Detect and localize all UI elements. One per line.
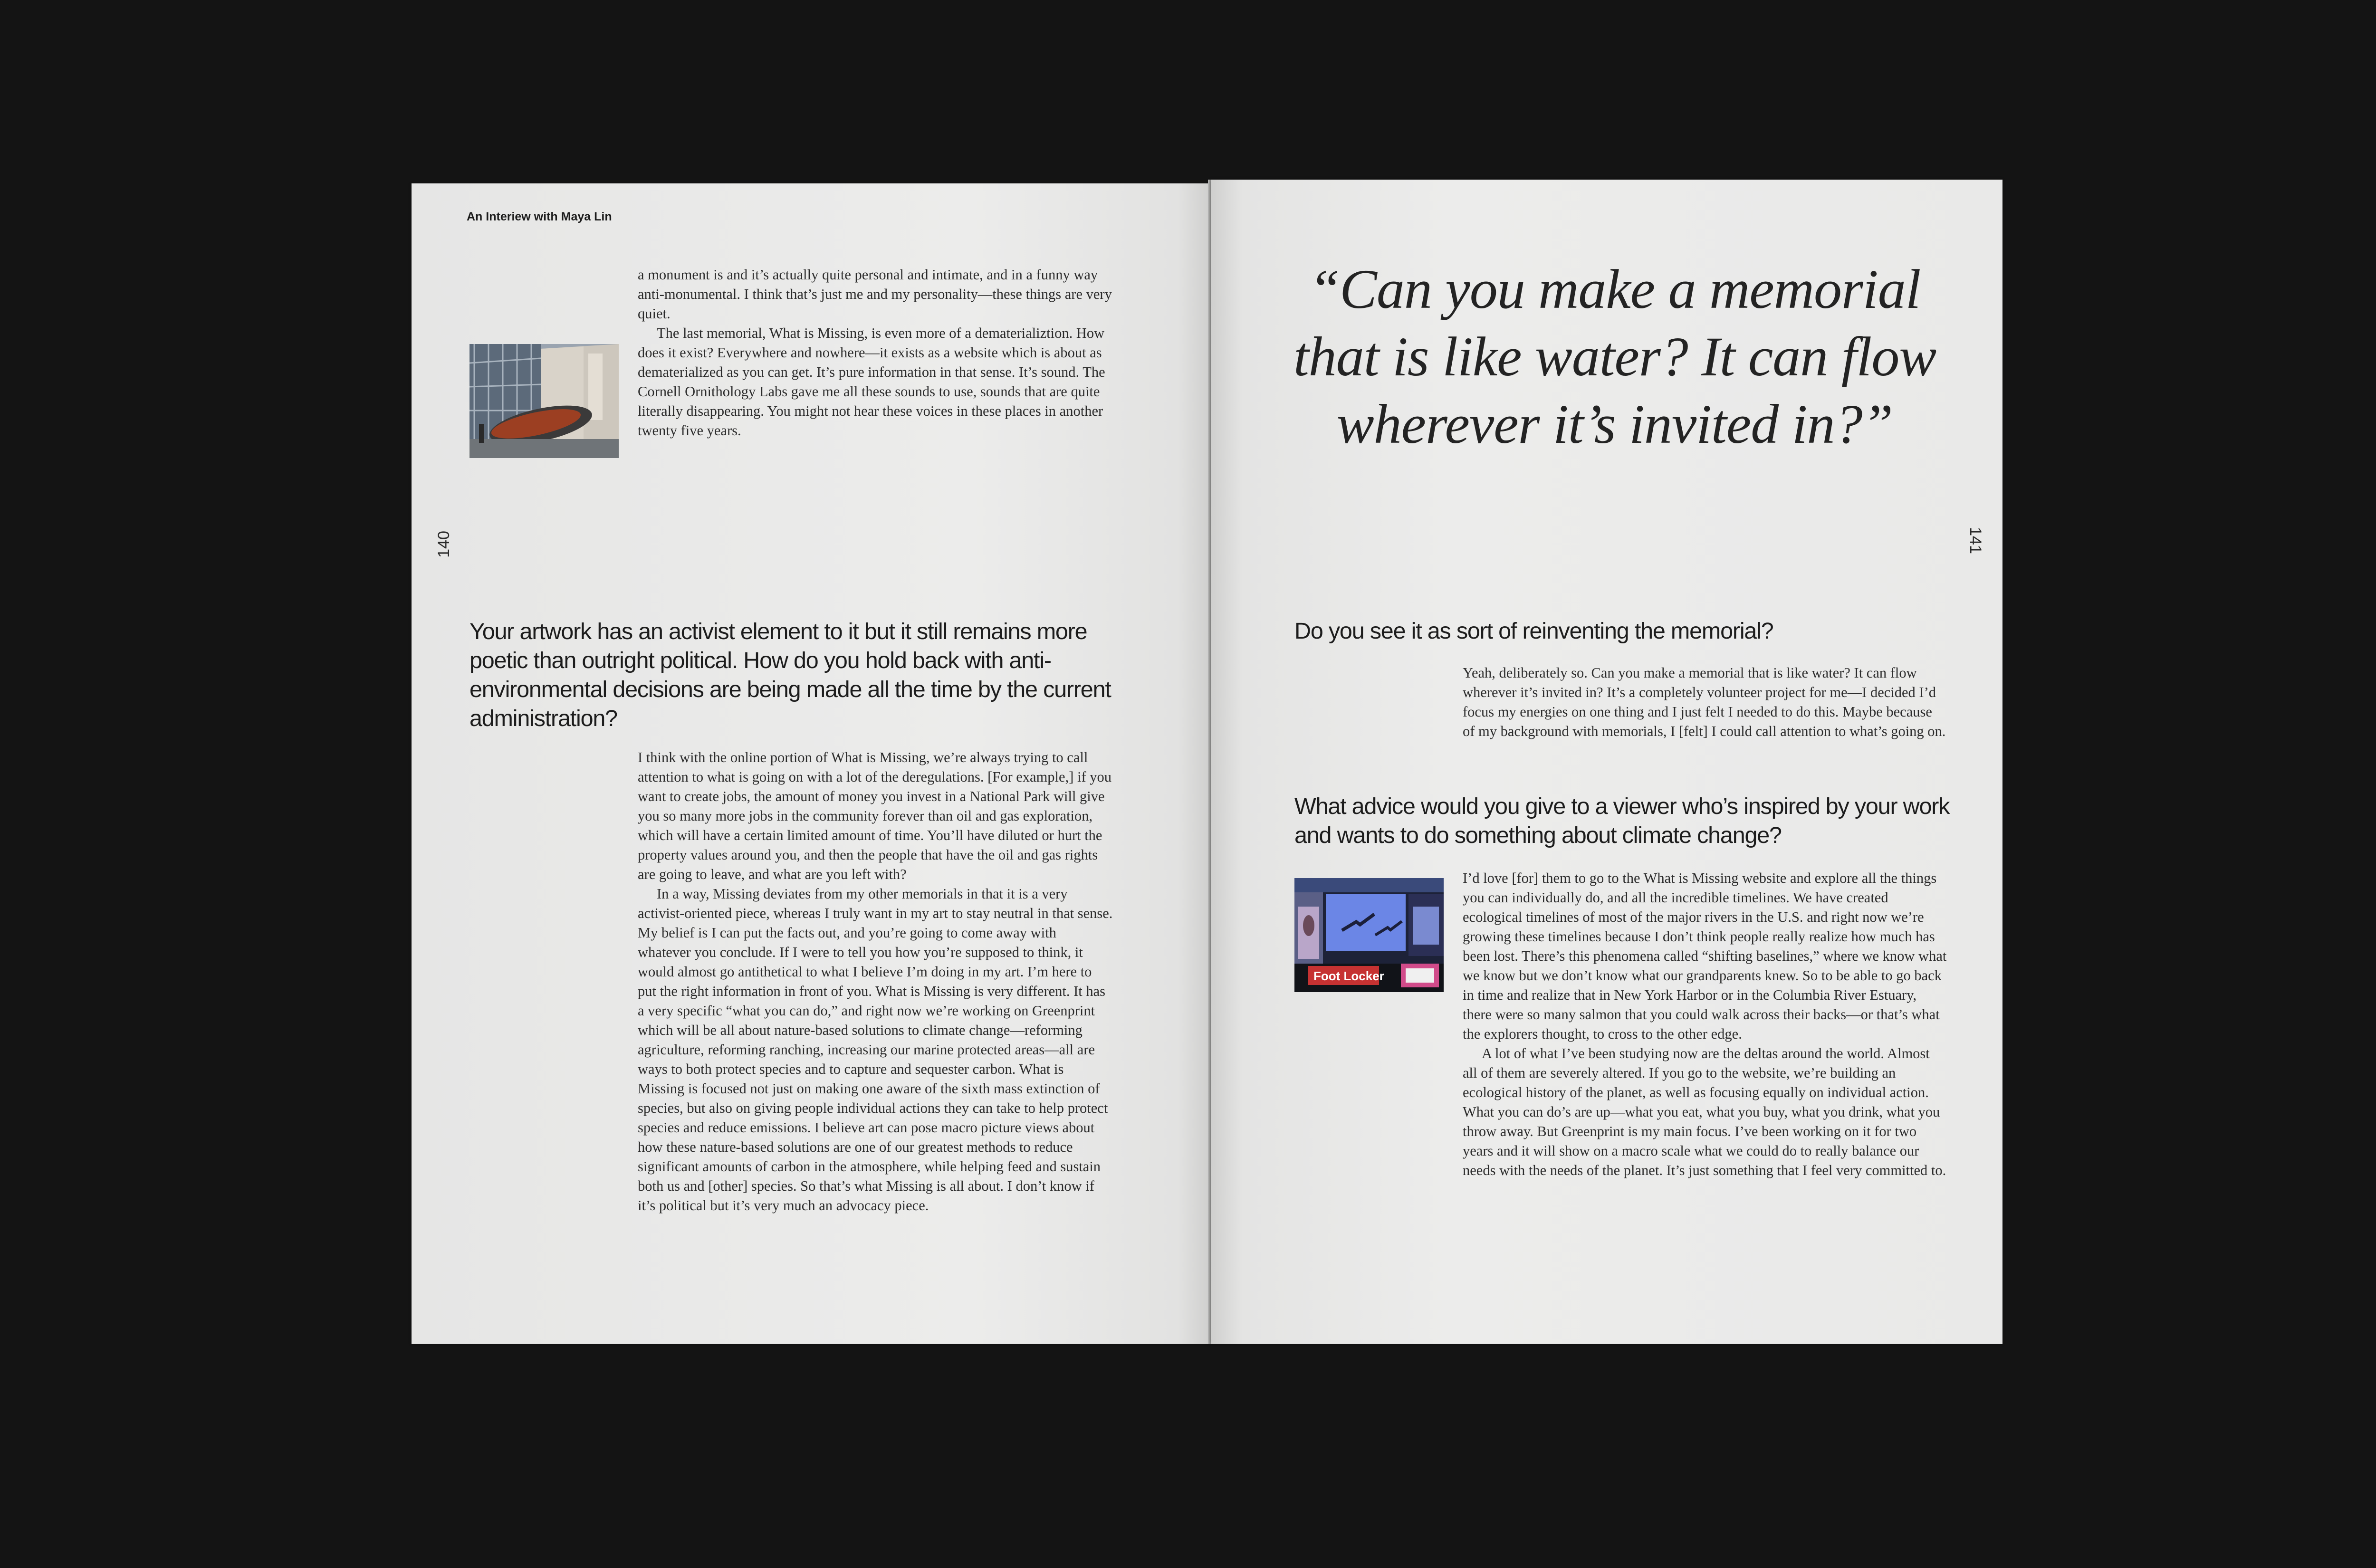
answer-paragraph: Yeah, deliberately so. Can you make a memorial that is like water? It can flow wherever it’s invited in? It’s a completely volunteer project for me—I decided I’d focus my energies on one thing and I just felt I needed to do this. Maybe because of my background with memorials, I [felt] I could call attention to what’s going on. (1463, 665, 1946, 739)
page-number-left: 140 (434, 531, 453, 558)
answer-reinventing (1463, 663, 1947, 741)
running-head: An Interiew with Maya Lin (467, 210, 612, 223)
left-page (412, 183, 1210, 1344)
times-square-photo (1294, 878, 1444, 992)
answer-advice (1463, 869, 1947, 1180)
right-page (1211, 180, 2002, 1344)
foot-locker-sign: Foot Locker (1313, 969, 1384, 983)
intro-paragraph: a monument is and it’s actually quite personal and intimate, and in a funny way anti-monumental. I think that’s just me and my personality—these things are very quiet. (638, 267, 1112, 322)
times-square-photo-graphic (1294, 878, 1444, 992)
sculpture-photo-graphic (469, 344, 619, 458)
question-advice: What advice would you give to a viewer who’s inspired by your work and wants to do something about climate change? (1294, 794, 1950, 848)
answer-paragraph: I’d love [for] them to go to the What is Missing website and explore all the things you can individually do, and all the incredible timelines. We have created ecological timelines of most of the major rivers in the U.S. and right now we’re growing these timelines because I don’t think people really realize how much has been lost. There’s this phenomena called “shifting baselines,” where we know what we know but we don’t know what our grandparents knew. So to be able to go back in time and realize that in New York Harbor or in the Columbia River Estuary, there were so many salmon that you could walk across their backs—or that’s what the explorers thought, to cross to the other edge. (1463, 870, 1947, 1042)
question-activism: Your artwork has an activist element to it but it still remains more poetic than outright political. How do you hold back with anti-environmental decisions are being made all the time by the current administration? (469, 619, 1111, 731)
sculpture-photo (469, 344, 619, 458)
intro-paragraph: The last memorial, What is Missing, is even more of a dematerializtion. How does it exist? Everywhere and nowhere—it exists as a website which is about as dematerialized as you can get. It’s pure information in that sense. It’s sound. The Cornell Ornithology Labs gave me all these sounds to use, sounds that are quite literally disappearing. You might not hear these voices in these places in another twenty five years. (638, 325, 1105, 439)
answer-paragraph: I think with the online portion of What is Missing, we’re always trying to call attention to what is going on with a lot of the deregulations. [For example,] if you want to create jobs, the amount of money you invest in a National Park will give you so many more jobs in the community forever than oil and gas exploration, which will have a certain limited amount of time. You’ll have diluted or hurt the property values around you, and then the people that have the oil and gas rights are going to leave, and what are you left with? (638, 749, 1111, 882)
answer-paragraph: In a way, Missing deviates from my other memorials in that it is a very activist-oriented piece, whereas I truly want in my art to stay neutral in that sense. My belief is I can put the facts out, and you’re going to come away with whatever you conclude. If I were to tell you how you’re supposed to think, it would almost go antithetical to what I believe I’m doing in my art. I’m here to put the right information in front of you. What is Missing is very different. It has a very specific “what you can do,” and right now we’re working on Greenprint which will be all about nature-based solutions to climate change—reforming agriculture, reforming ranching, increasing our marine protected areas—all are ways to both protect species and to capture and sequester carbon. What is Missing is focused not just on making one aware of the sixth mass extinction of species, but also on giving people individual actions they can take to help protect species and reduce emissions. I believe art can pose macro picture views about how these nature-based solutions are one of our greatest methods to reduce significant amounts of carbon in the atmosphere, while helping feed and sustain both us and [other] species. So that’s what Missing is all about. I don’t know if it’s political but it’s very much an advocacy piece. (638, 886, 1113, 1214)
answer-paragraph: A lot of what I’ve been studying now are the deltas around the world. Almost all of them are severely altered. If you go to the website, we’re building an ecological history of the planet, as well as focusing equally on individual action. What you can do’s are up—what you eat, what you buy, what you drink, what you throw away. But Greenprint is my main focus. I’ve been working on it for two years and it will show on a macro scale what we could do to really balance our needs with the needs of the planet. It’s just something that I feel very committed to. (1463, 1045, 1946, 1178)
answer-activism (638, 748, 1113, 1215)
intro-text (638, 265, 1113, 440)
page-number-right: 141 (1966, 527, 1984, 554)
question-reinventing: Do you see it as sort of reinventing the memorial? (1294, 618, 1773, 644)
pull-quote: “Can you make a memorial that is like water? It can flow wherever it’s invited in?” (1293, 258, 1936, 455)
